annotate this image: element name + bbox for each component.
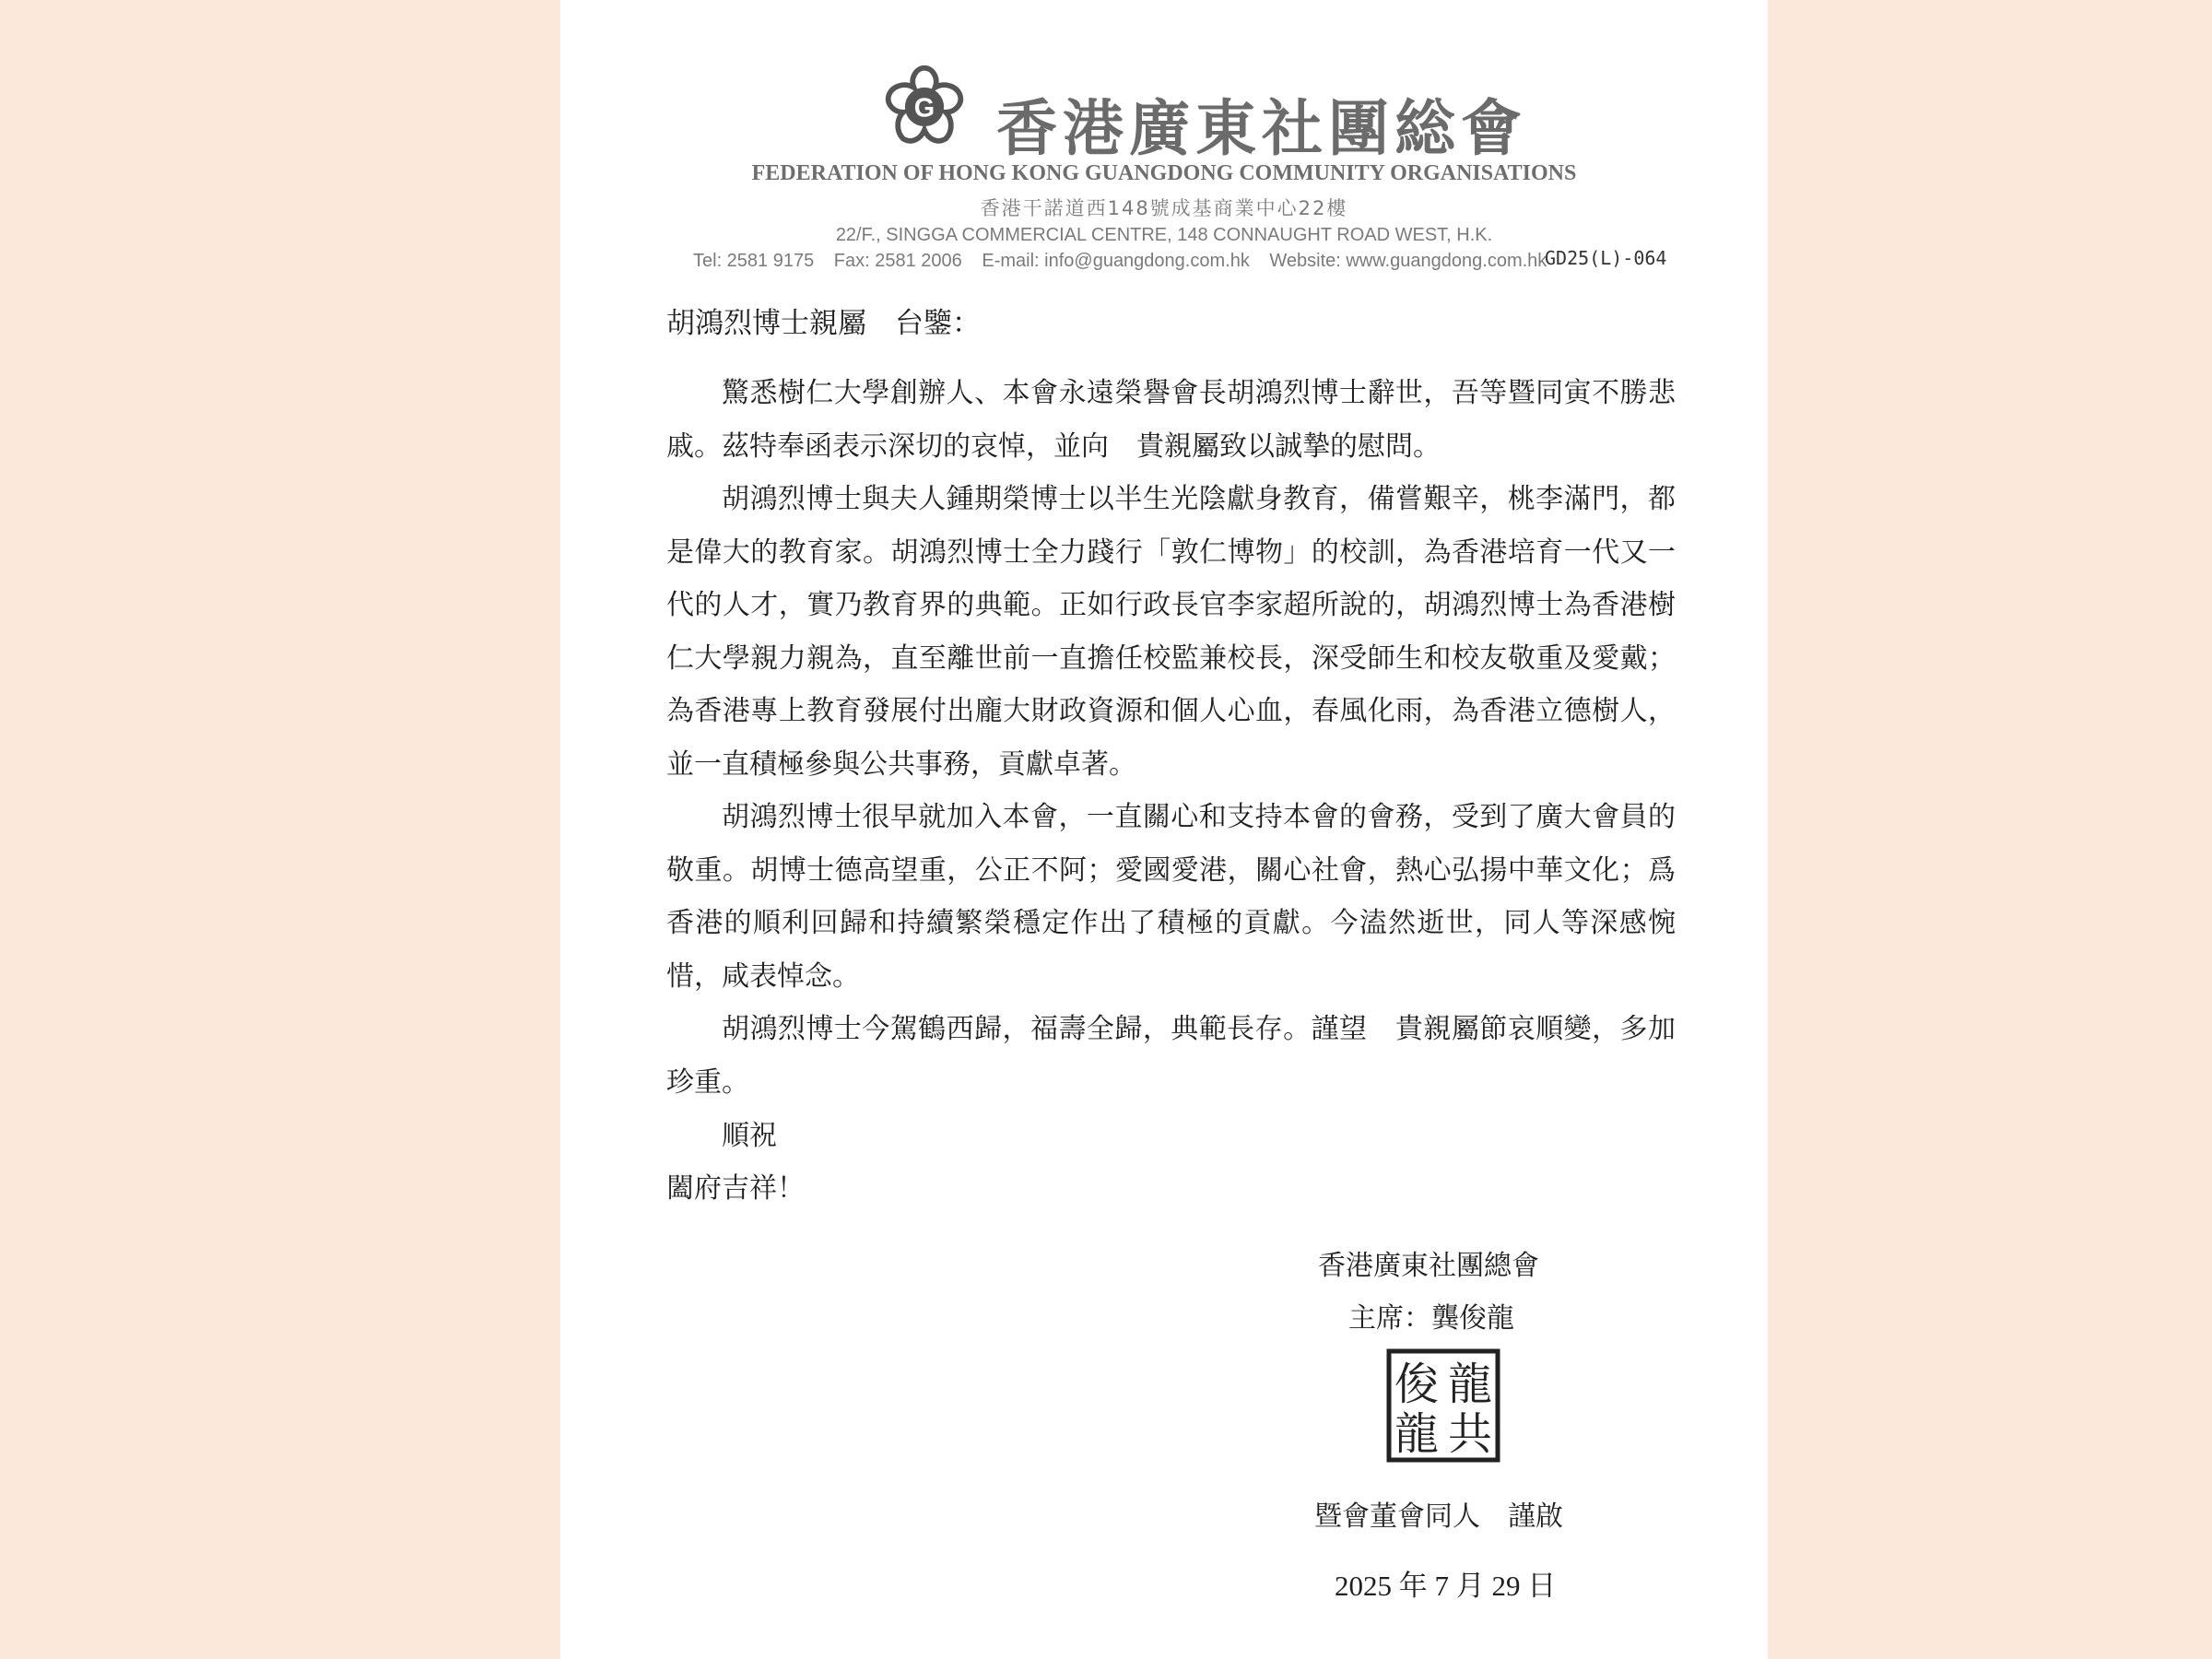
address-cn: 香港干諾道西148號成基商業中心22樓: [980, 197, 1348, 219]
chairman-seal-stamp: [1385, 1347, 1501, 1464]
closing-wish: 闔府吉祥！: [666, 1172, 805, 1205]
svg-text:俊: 俊: [1394, 1359, 1440, 1410]
signature-organization: 香港廣東社團總會: [1318, 1250, 1539, 1282]
paragraph: 胡鴻烈博士與夫人鍾期榮博士以半生光陰獻身教育，備嘗艱辛，桃李滿門，都是偉大的教育家。胡鴻烈博士全力踐行「敦仁博物」的校訓，為香港培育一代又一代的人才，實乃教育界的典範。正如行政長官李家超所說的，胡鴻烈博士為香港樹仁大學親力親為，直至離世前一直擔任校監兼校長，深受師生和校友敬重及愛戴；為香港專上教育發展付出龐大財政資源和個人心血，春風化雨，為香港立德樹人，並一直積極參與公共事務，貢獻卓著。: [666, 483, 1676, 781]
org-name-cn: 香港廣東社團総會: [996, 92, 1527, 164]
svg-text:共: 共: [1447, 1408, 1493, 1460]
reference-number: GD25(L)-064: [1545, 247, 1667, 269]
tel: Tel: 2581 9175: [693, 251, 815, 271]
svg-text:龍: 龍: [1394, 1408, 1440, 1460]
paragraph: 胡鴻烈博士很早就加入本會，一直關心和支持本會的會務，受到了廣大會員的敬重。胡博士德高望重，公正不阿；愛國愛港，關心社會，熱心弘揚中華文化；爲香港的順利回歸和持續繁榮穩定作出了積極的貢獻。今溘然逝世，同人等深感惋惜，咸表悼念。: [666, 801, 1676, 993]
letter-page: [560, 0, 1768, 1659]
org-name-en: FEDERATION OF HONG KONG GUANGDONG COMMUNITY ORGANISATIONS: [751, 161, 1577, 185]
federation-logo-icon: [880, 63, 969, 151]
email: E-mail: info@guangdong.com.hk: [982, 251, 1250, 271]
fax: Fax: 2581 2006: [833, 251, 962, 271]
svg-text:龍: 龍: [1447, 1359, 1493, 1410]
paragraph: 胡鴻烈博士今駕鶴西歸，福壽全歸，典範長存。謹望 貴親屬節哀順變，多加珍重。: [666, 1013, 1676, 1099]
salutation: 胡鴻烈博士親屬 台鑒：: [666, 307, 981, 340]
signature-board: 暨會董會同人 謹啟: [1314, 1500, 1563, 1533]
website: Website: www.guangdong.com.hk: [1269, 251, 1547, 271]
address-en: 22/F., SINGGA COMMERCIAL CENTRE, 148 CONNAUGHT ROAD WEST, H.K.: [835, 225, 1493, 245]
logo-letter: G: [913, 93, 935, 124]
closing-greeting: 順祝: [722, 1120, 777, 1152]
letter-body: [666, 367, 1676, 1109]
paragraph: 驚悉樹仁大學創辦人、本會永遠榮譽會長胡鴻烈博士辭世，吾等暨同寅不勝悲戚。茲特奉函表示深切的哀悼，並向 貴親屬致以誠摯的慰問。: [666, 377, 1676, 463]
signature-chairman: 主席：龔俊龍: [1348, 1302, 1514, 1335]
contact-line: [693, 251, 1561, 272]
letter-date: 2025 年 7 月 29 日: [1335, 1570, 1557, 1602]
